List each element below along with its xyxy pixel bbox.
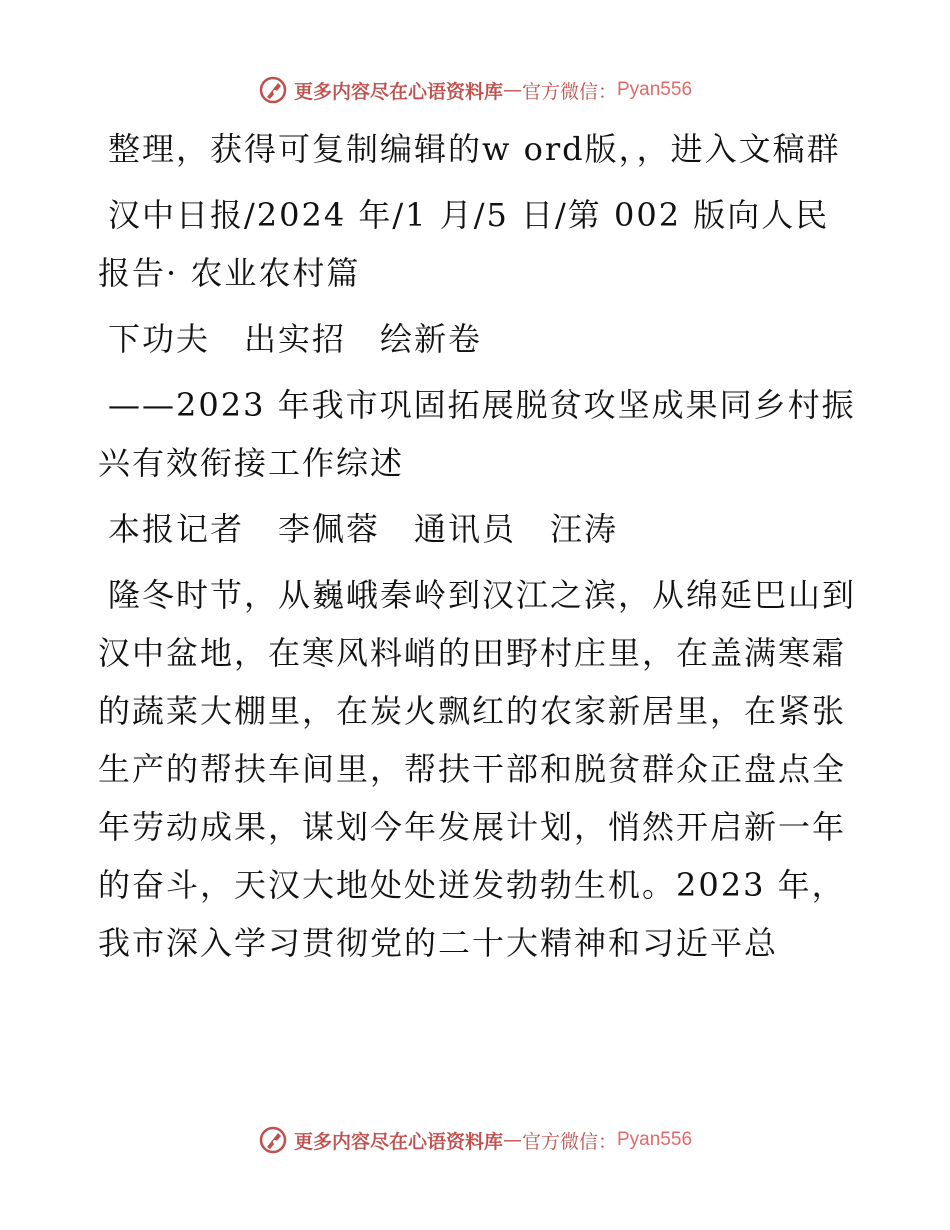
banner-separator: — <box>502 79 522 101</box>
paragraph-notice: 整理，获得可复制编辑的w ord版，，进入文稿群 <box>108 130 841 168</box>
article-byline: 本报记者 李佩蓉 通讯员 汪涛 <box>108 510 619 548</box>
document-body <box>98 120 858 980</box>
banner-separator: — <box>502 1129 522 1151</box>
banner-main-text: 更多内容尽在心语资料库 <box>293 80 503 103</box>
banner-account-id: Pyan556 <box>617 79 693 100</box>
banner-account-id: Pyan556 <box>617 1129 693 1150</box>
article-title: 下功夫 出实招 绘新卷 <box>108 320 483 358</box>
banner-main-text: 更多内容尽在心语资料库 <box>293 1130 503 1153</box>
banner-account-label: 官方微信： <box>521 1130 617 1153</box>
article-body-paragraph: 隆冬时节，从巍峨秦岭到汉江之滨，从绵延巴山到汉中盆地，在寒风料峭的田野村庄里，在盖满寒霜的蔬菜大棚里，在炭火飘红的农家新居里，在紧张生产的帮扶车间里，帮扶干部和脱贫群众正盘点全年劳动成果，谋划今年发展计划，悄然开启新一年的奋斗，天汉大地处处迸发勃勃生机。2023 年，我市深入学习贯彻党的二十大精神和习近平总 <box>98 576 857 962</box>
paragraph-source: 汉中日报/2024 年/1 月/5 日/第 002 版向人民报告· 农业农村篇 <box>98 196 830 292</box>
pen-circle-logo-icon <box>258 1125 288 1155</box>
pen-circle-logo-icon <box>258 75 288 105</box>
footer-banner <box>0 1120 950 1160</box>
header-banner <box>0 70 950 110</box>
banner-account-label: 官方微信： <box>521 80 617 103</box>
article-subtitle: ——2023 年我市巩固拓展脱贫攻坚成果同乡村振兴有效衔接工作综述 <box>98 386 856 482</box>
